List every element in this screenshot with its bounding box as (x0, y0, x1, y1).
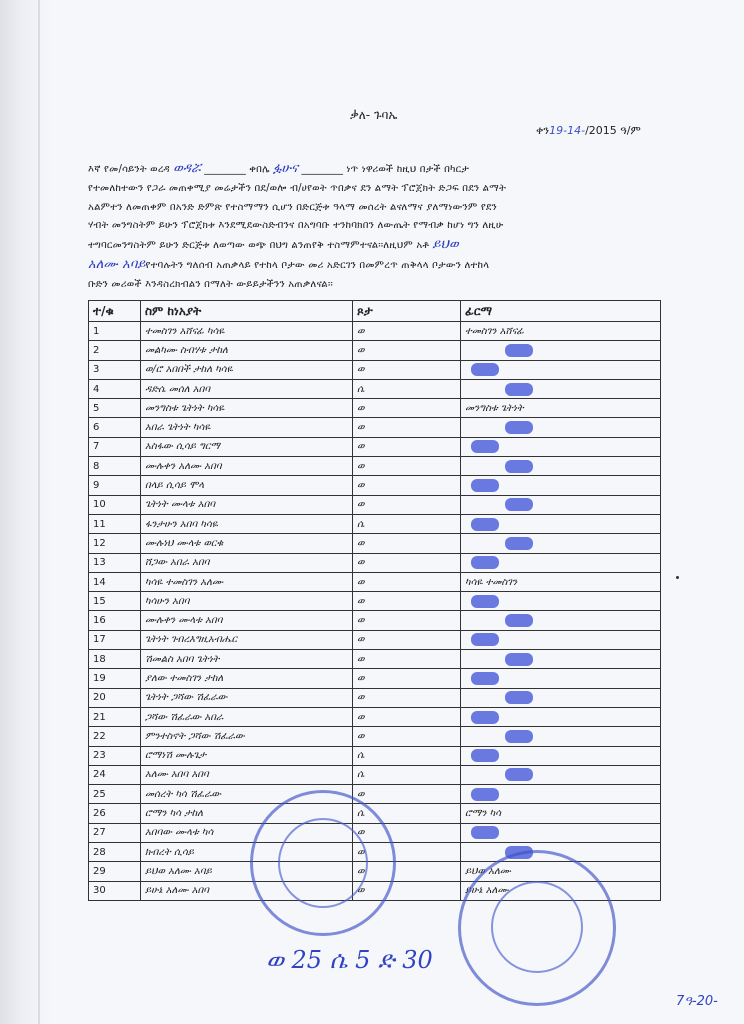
row-sex: ወ (353, 843, 461, 862)
thumbprint-mark (471, 711, 499, 724)
row-signature: ካሳዬ ተመስገን (461, 572, 661, 591)
row-name: ምንተስኖት ጋሻው ሽፈራው (141, 727, 353, 746)
row-name: አስፋው ሲሳይ ግርማ (141, 437, 353, 456)
thumbprint-mark (505, 383, 533, 396)
row-sex: ወ (353, 399, 461, 418)
row-number: 2 (89, 341, 141, 360)
row-signature (461, 688, 661, 707)
intro-line5: ተግባርመንግስትም ይሁን ድርጅቱ ለወጣው ወጭ በህግ ልንጠየቅ ተስማምተናል፡፡ለዚህም አቶ (88, 240, 430, 252)
row-name: አለሙ አበባ አበባ (141, 765, 353, 784)
row-signature (461, 379, 661, 398)
row-number: 30 (89, 881, 141, 900)
thumbprint-mark (505, 498, 533, 511)
row-signature (461, 476, 661, 495)
row-sex: ወ (353, 727, 461, 746)
row-signature (461, 437, 661, 456)
row-signature (461, 534, 661, 553)
row-number: 13 (89, 553, 141, 572)
table-row (89, 341, 661, 360)
table-row (89, 785, 661, 804)
table-row (89, 534, 661, 553)
thumbprint-mark (471, 633, 499, 646)
table-row (89, 495, 661, 514)
row-number: 9 (89, 476, 141, 495)
row-name: አበራ ጌትነት ካሳዬ (141, 418, 353, 437)
intro-line6: የተባሉትን ግለሰብ አጠቃላይ የተከላ ቦታው መሪ አድርገን በመምረጥ ጠቅላላ ቦታውን ለተከላ (145, 259, 490, 271)
row-signature (461, 650, 661, 669)
row-name: በላይ ሲሳይ ሞላ (141, 476, 353, 495)
row-sex: ወ (353, 881, 461, 900)
row-sex: ወ (353, 823, 461, 842)
row-name: ሸጋው አበራ አበባ (141, 553, 353, 572)
row-number: 27 (89, 823, 141, 842)
table-row (89, 669, 661, 688)
table-row (89, 572, 661, 591)
handwritten-totals: ወ 25 ሴ 5 ድ 30 (266, 946, 433, 974)
row-number: 29 (89, 862, 141, 881)
row-name: ሙሉቀን ሙላቱ አበባ (141, 611, 353, 630)
official-stamp-left (250, 790, 396, 936)
row-sex: ሴ (353, 804, 461, 823)
row-sex: ወ (353, 360, 461, 379)
woreda-handwritten: ወዳሯ (173, 161, 201, 176)
date-suffix: /2015 ዓ/ም (585, 124, 641, 137)
row-name: መልካሙ ስብሃቱ ታከለ (141, 341, 353, 360)
row-name: ዳድሴ መሰለ አበባ (141, 379, 353, 398)
header-name: ስም ከነአያት (141, 301, 353, 322)
row-number: 21 (89, 707, 141, 726)
row-number: 19 (89, 669, 141, 688)
row-number: 4 (89, 379, 141, 398)
row-signature (461, 765, 661, 784)
row-signature: ሮማን ካሳ (461, 804, 661, 823)
header-number: ተ/ቁ (89, 301, 141, 322)
row-number: 3 (89, 360, 141, 379)
row-sex: ሴ (353, 746, 461, 765)
row-signature (461, 360, 661, 379)
row-name: ጌትነት ጋሻው ሽፈራው (141, 688, 353, 707)
row-signature: መንግስቱ ጌትነት (461, 399, 661, 418)
row-signature (461, 553, 661, 572)
row-sex: ወ (353, 707, 461, 726)
row-name: ፋንታሁን አበባ ካሳዬ (141, 514, 353, 533)
row-sex: ወ (353, 572, 461, 591)
row-name: ጌትነት ገብረእግዚአብሔር (141, 630, 353, 649)
page-mark: 7ዓ-20- (676, 994, 718, 1009)
row-name: ይህወ አለሙ አባይ (141, 862, 353, 881)
row-sex: ወ (353, 476, 461, 495)
row-number: 10 (89, 495, 141, 514)
row-number: 11 (89, 514, 141, 533)
row-number: 6 (89, 418, 141, 437)
kebele-handwritten: ፏሁና (273, 161, 299, 176)
intro-line2: የተመለከተውን የጋራ መጠቀሚያ መሬታችን በደ/ወሎ ብ/ሀየወት ጥበቃና ደን ልማት ፕሮጀክት ድጋፍ በደን ልማት (88, 182, 507, 194)
row-name: ወ/ሮ አበበች ታከለ ካሳዬ (141, 360, 353, 379)
row-number: 26 (89, 804, 141, 823)
scan-shadow-edge (0, 0, 52, 1024)
row-number: 1 (89, 322, 141, 341)
row-number: 25 (89, 785, 141, 804)
thumbprint-mark (471, 440, 499, 453)
row-number: 20 (89, 688, 141, 707)
row-signature (461, 746, 661, 765)
row-sex: ወ (353, 688, 461, 707)
intro-paragraph: እኛ የመ/ሳይንት ወረዳ ወዳሯ ________ ቀበሌ ፏሁና ________ ነጥ ነዋሪወች ከዚህ በታች በካርታ የተመለከተውን የጋራ መጠቀሚያ መሬታችን በደ/ወሎ ብ/ሀየወት ጥበቃና ደን ልማት ፕሮጀክት ድጋፍ በደን ልማት አልምተን ለመጠቀም በአንድ ድምጽ የተስማማን ሲሆን በድርጅቱ ዓላማ መሰረት ልናለማና ያለማነውንም የደን ሃብት መንግስትም ይሁን ፕሮጀክቱ እንደሚደውስድብንና በአግባቡ ተንከባክበን ለውጤት የማብቃ ከሆነ ግን ለዚሁ ተግባርመንግስትም ይሁን ድርጅቱ ለወጣው ወጭ በህግ ልንጠየቅ ተስማምተናል፡፡ለዚህም አቶ ይህወ አለሙ አባይየተባሉትን ግለሰብ አጠቃላይ የተከላ ቦታው መሪ አድርገን በመምረጥ ጠቅላላ ቦታውን ለተከላ ቡድን መሪወች እንዳስረክብልን በማለት ውይይታችንን አጠቃለናል፡፡ (88, 161, 507, 290)
row-number: 15 (89, 592, 141, 611)
thumbprint-mark (471, 788, 499, 801)
thumbprint-mark (471, 479, 499, 492)
row-sex: ወ (353, 785, 461, 804)
row-signature: ይህወ አለሙ (461, 862, 661, 881)
thumbprint-mark (471, 672, 499, 685)
row-sex: ወ (353, 495, 461, 514)
row-number: 22 (89, 727, 141, 746)
thumbprint-mark (471, 749, 499, 762)
row-name: ተመስገን አሸናፊ ካሳዬ (141, 322, 353, 341)
row-number: 5 (89, 399, 141, 418)
table-row (89, 476, 661, 495)
row-name: ሙሉነህ ሙላቱ ወርቁ (141, 534, 353, 553)
thumbprint-mark (471, 556, 499, 569)
thumbprint-mark (471, 826, 499, 839)
intro-line7: ቡድን መሪወች እንዳስረክብልን በማለት ውይይታችንን አጠቃለናል፡፡ (88, 278, 333, 290)
table-row (89, 650, 661, 669)
row-name: አበባው ሙላቱ ካሳ (141, 823, 353, 842)
header-sex: ጾታ (353, 301, 461, 322)
table-row (89, 630, 661, 649)
row-name: ጌትነት ሙላቱ አበባ (141, 495, 353, 514)
representative-name-handwritten: አለሙ አባይ (88, 256, 146, 272)
thumbprint-mark (505, 344, 533, 357)
row-sex: ሴ (353, 765, 461, 784)
row-name: ካሳሁን አበባ (141, 592, 353, 611)
row-number: 28 (89, 843, 141, 862)
row-name: ሽመልስ አበባ ጌትነት (141, 650, 353, 669)
thumbprint-mark (471, 363, 499, 376)
table-row (89, 322, 661, 341)
row-number: 24 (89, 765, 141, 784)
row-signature: ይሁኔ አለሙ (461, 881, 661, 900)
row-number: 18 (89, 650, 141, 669)
intro-line4: ሃብት መንግስትም ይሁን ፕሮጀክቱ እንደሚደውስድብንና በአግባቡ ተንከባክበን ለውጤት የማብቃ ከሆነ ግን ለዚሁ (88, 220, 504, 232)
date-prefix: ቀን (536, 124, 550, 137)
row-sex: ወ (353, 862, 461, 881)
thumbprint-mark (505, 537, 533, 550)
table-header-row (89, 301, 661, 322)
table-row (89, 707, 661, 726)
table-row (89, 514, 661, 533)
row-signature (461, 592, 661, 611)
row-number: 16 (89, 611, 141, 630)
row-signature (461, 457, 661, 476)
row-sex: ወ (353, 418, 461, 437)
thumbprint-mark (505, 730, 533, 743)
row-name: ይሁኔ አለሙ አበባ (141, 881, 353, 900)
table-row (89, 727, 661, 746)
row-name: መንግስቱ ጌትነት ካሳዬ (141, 399, 353, 418)
row-signature (461, 669, 661, 688)
ink-dot (676, 576, 679, 579)
row-signature (461, 514, 661, 533)
representative-handwritten: ይህወ (432, 237, 459, 253)
table-row (89, 437, 661, 456)
table-row (89, 399, 661, 418)
row-signature (461, 707, 661, 726)
row-number: 23 (89, 746, 141, 765)
document-title: ቃለ- ጉባኤ (350, 108, 398, 122)
row-signature: ተመስገን አሸናፊ (461, 322, 661, 341)
date-handwritten: 19-14- (549, 124, 586, 137)
thumbprint-mark (505, 614, 533, 627)
thumbprint-mark (505, 460, 533, 473)
row-number: 17 (89, 630, 141, 649)
row-name: ክብረት ሲሳይ (141, 843, 353, 862)
intro-line3: አልምተን ለመጠቀም በአንድ ድምጽ የተስማማን ሲሆን በድርጅቱ ዓላማ መሰረት ልናለማና ያለማነውንም የደን (88, 201, 498, 213)
thumbprint-mark (505, 768, 533, 781)
row-name: ሮማነሽ ሙሉጌታ (141, 746, 353, 765)
row-name: ያለው ተመስገን ታከለ (141, 669, 353, 688)
row-sex: ወ (353, 457, 461, 476)
official-stamp-right (458, 850, 616, 1006)
intro-line1-a: እኛ የመ/ሳይንት ወረዳ (88, 164, 170, 175)
row-sex: ወ (353, 592, 461, 611)
row-sex: ወ (353, 611, 461, 630)
row-sex: ወ (353, 630, 461, 649)
row-signature (461, 341, 661, 360)
row-number: 8 (89, 457, 141, 476)
row-sex: ወ (353, 669, 461, 688)
row-number: 12 (89, 534, 141, 553)
thumbprint-mark (471, 595, 499, 608)
thumbprint-mark (471, 518, 499, 531)
row-signature (461, 785, 661, 804)
row-sex: ወ (353, 341, 461, 360)
intro-line1-b: ቀበሌ (249, 164, 270, 175)
row-name: መሰረት ካሳ ሽፈራው (141, 785, 353, 804)
row-sex: ሴ (353, 379, 461, 398)
stamp-inner-ring (491, 881, 583, 973)
table-row (89, 457, 661, 476)
thumbprint-mark (505, 691, 533, 704)
row-signature (461, 630, 661, 649)
row-sex: ወ (353, 534, 461, 553)
row-sex: ወ (353, 437, 461, 456)
scan-fold-line (38, 0, 40, 1024)
table-row (89, 379, 661, 398)
row-name: ሙሉቀን አለሙ አበባ (141, 457, 353, 476)
row-number: 7 (89, 437, 141, 456)
thumbprint-mark (505, 421, 533, 434)
document-date (536, 124, 641, 138)
table-row (89, 688, 661, 707)
table-row (89, 765, 661, 784)
row-name: ሮማን ካሳ ታከለ (141, 804, 353, 823)
row-signature (461, 823, 661, 842)
row-name: ካሳዬ ተመስገን አለሙ (141, 572, 353, 591)
table-row (89, 418, 661, 437)
row-sex: ሴ (353, 514, 461, 533)
row-signature (461, 418, 661, 437)
row-sex: ወ (353, 322, 461, 341)
row-sex: ወ (353, 650, 461, 669)
stamp-inner-ring (278, 818, 368, 908)
thumbprint-mark (505, 653, 533, 666)
row-name: ጋሻው ሽፈራው አበራ (141, 707, 353, 726)
table-row (89, 592, 661, 611)
row-signature (461, 727, 661, 746)
table-row (89, 360, 661, 379)
header-signature: ፊርማ (461, 301, 661, 322)
row-sex: ወ (353, 553, 461, 572)
row-signature (461, 495, 661, 514)
row-number: 14 (89, 572, 141, 591)
row-signature (461, 611, 661, 630)
intro-line1-c: ነጥ ነዋሪወች ከዚህ በታች በካርታ (346, 164, 470, 175)
table-row (89, 553, 661, 572)
table-row (89, 746, 661, 765)
table-row (89, 611, 661, 630)
